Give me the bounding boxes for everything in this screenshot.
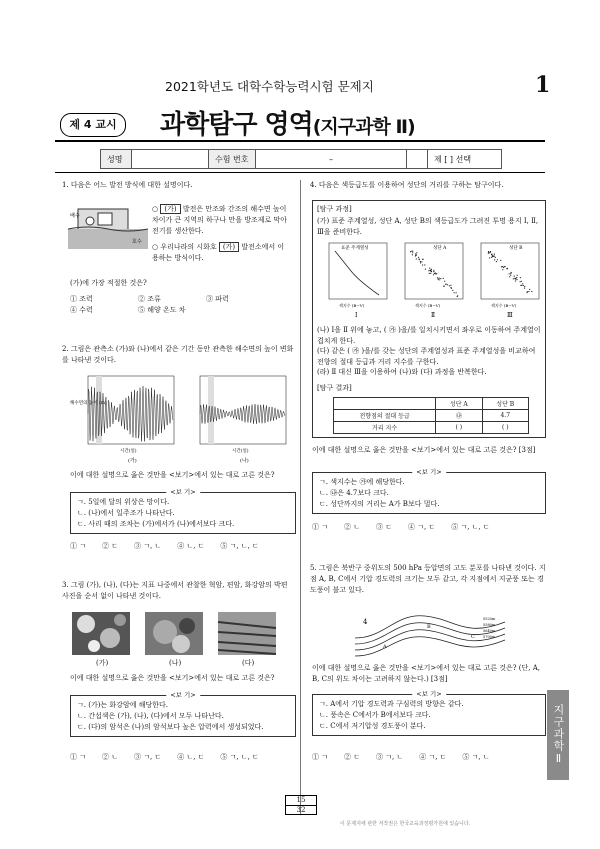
bogi-title: <보 기> <box>166 690 200 699</box>
q1-diagram-label: 호수 <box>132 239 142 245</box>
scatter-point <box>511 272 512 273</box>
q4-process-box <box>312 200 546 438</box>
scatter-point <box>514 276 515 277</box>
scatter-point <box>510 275 511 276</box>
choice[interactable]: ② ㄷ <box>344 753 360 761</box>
q4-step: (가) 표준 주계열성, 성단 A, 성단 B의 색등급도가 그려진 투명 용지 Ⅰ, Ⅱ, Ⅲ을 준비한다. <box>317 217 539 236</box>
table-cell: 성단 A <box>436 398 482 410</box>
choice[interactable]: ③ ㄱ, ㄴ <box>376 753 404 761</box>
choice[interactable]: ③ ㄷ <box>376 523 392 531</box>
q4-stem: 4. 다음은 색등급도를 이용하여 성단의 거리를 구하는 탐구이다. <box>310 181 504 189</box>
scatter-point <box>443 278 444 279</box>
scatter-point <box>505 266 506 267</box>
choice[interactable]: ⑤ ㄱ, ㄴ, ㄷ <box>451 523 490 531</box>
choice[interactable]: ④ ㄴ, ㄷ <box>177 542 205 550</box>
id-dash: – <box>329 154 333 164</box>
table-cell: 4.7 <box>482 410 529 422</box>
scatter-point <box>516 277 517 278</box>
scatter-point <box>444 281 445 282</box>
q4-xlabel: 색지수 (B−V) <box>491 303 517 308</box>
subject-sub: (지구과학 Ⅱ) <box>312 116 415 138</box>
table-cell: ㉯ <box>436 410 482 422</box>
choice[interactable]: ③ ㄱ, ㄴ <box>134 542 162 550</box>
scatter-point <box>494 259 495 260</box>
scatter-point <box>431 271 432 272</box>
q4-cmd-charts <box>317 241 541 323</box>
scatter-point <box>447 284 448 285</box>
q2-bogi-box <box>70 488 296 534</box>
q2-caption-a: (가) <box>128 458 137 464</box>
bogi-item: ㄱ. 5일에 달의 위상은 망이다. <box>77 498 170 506</box>
scatter-point <box>456 292 457 293</box>
q3-caption: (나) <box>169 659 182 667</box>
scatter-point <box>416 252 417 253</box>
q4-chart-roman: Ⅲ <box>507 312 513 319</box>
subject-title <box>160 104 415 141</box>
scatter-point <box>491 257 492 258</box>
subject-main: 과학탐구 영역 <box>160 110 313 140</box>
q4-chart-title: 성단 B <box>509 246 523 251</box>
subject-side-tab: 지구과학Ⅱ <box>547 690 569 780</box>
choice[interactable]: ⑤ ㄱ, ㄴ <box>462 753 490 761</box>
q5-contour-label: 5700m <box>483 635 496 639</box>
table-cell: ( ) <box>482 422 529 434</box>
scatter-point <box>494 254 495 255</box>
scatter-point <box>446 284 447 285</box>
table-cell: ( ) <box>436 422 482 434</box>
q2-chart-b <box>200 376 286 464</box>
scatter-point <box>450 285 451 286</box>
scatter-point <box>522 283 523 284</box>
scatter-point <box>531 291 532 292</box>
bogi-item: ㄴ. ㉯은 4.7보다 크다. <box>319 489 389 497</box>
scatter-point <box>434 273 435 274</box>
table-cell <box>334 398 436 410</box>
q5-contour-label: 5640m <box>483 629 496 633</box>
table-cell: 전향점의 절대 등급 <box>334 410 436 422</box>
bogi-item: ㄱ. A에서 기압 경도력과 구심력의 방향은 같다. <box>319 700 464 708</box>
scatter-point <box>509 273 510 274</box>
q3-photo-b <box>145 612 203 655</box>
q4-chart-roman: Ⅱ <box>431 312 436 319</box>
scatter-point <box>523 285 524 286</box>
scatter-point <box>528 291 529 292</box>
choice[interactable]: ⑤ ㄱ, ㄴ, ㄷ <box>220 542 259 550</box>
north-marker: 4 <box>363 618 368 626</box>
scatter-point <box>496 261 497 262</box>
q4-step: (나) Ⅰ을 Ⅱ 위에 놓고, ( ㉮ )을/를 일치시키면서 좌우로 이동하여 주계열이 겹치게 한다. <box>317 326 541 345</box>
scatter-point <box>433 270 434 271</box>
bogi-item: ㄱ. (가)는 화강암에 해당한다. <box>77 701 168 709</box>
scatter-point <box>416 258 417 259</box>
q3-caption: (다) <box>242 659 255 667</box>
scatter-point <box>421 261 422 262</box>
scatter-point <box>428 270 429 271</box>
q3-photo-c <box>218 612 276 655</box>
scatter-point <box>515 280 516 281</box>
q1-blank-box: (가) <box>219 242 239 252</box>
scatter-point <box>516 279 517 280</box>
scatter-point <box>418 257 419 258</box>
copyright-note: 이 문제지에 관한 저작권은 한국교육과정평가원에 있습니다. <box>340 821 471 827</box>
scatter-point <box>500 260 501 261</box>
id-field[interactable] <box>256 150 407 168</box>
q3-bogi-box <box>70 691 296 737</box>
scatter-point <box>440 278 441 279</box>
q1-bullet-1: ○ (가) 발전은 만조와 간조의 해수면 높이 차이가 큰 지역의 하구나 만을 방조제로 막아 전기를 생산한다. <box>152 205 288 235</box>
scatter-point <box>454 292 455 293</box>
scatter-point <box>524 288 525 289</box>
choice[interactable]: ② ㄴ <box>344 523 360 531</box>
q1-stem: 1. 다음은 어느 발전 방식에 대한 설명이다. <box>62 181 193 189</box>
q5-point-label: C <box>471 634 475 640</box>
scatter-point <box>501 266 502 267</box>
choice[interactable]: ④ 수력 <box>70 305 93 314</box>
q2-question: 이에 대한 설명으로 옳은 것만을 <보기>에서 있는 대로 고른 것은? <box>70 471 275 479</box>
q4-step: (다) 같은 ( ㉮ )을/를 갖는 성단의 주계열성과 표준 주계열성을 비교하여 전향의 절대 등급과 거리 지수를 구한다. <box>317 347 536 366</box>
scatter-point <box>435 273 436 274</box>
q5-contour-label: 5580m <box>483 623 496 627</box>
bogi-item: ㄴ. (나)에서 일주조가 나타난다. <box>77 509 175 517</box>
q2-sea-level-charts <box>70 374 300 466</box>
scatter-point <box>431 269 432 270</box>
table-cell: 성단 B <box>482 398 529 410</box>
scatter-point <box>412 251 413 252</box>
scatter-point <box>488 252 489 253</box>
scatter-point <box>492 255 493 256</box>
scatter-point <box>521 281 522 282</box>
q4-chart-roman: Ⅰ <box>355 312 358 319</box>
scatter-point <box>513 278 514 279</box>
scatter-point <box>444 286 445 287</box>
q3-choices <box>70 752 259 762</box>
q1-tidal-diagram <box>68 199 148 249</box>
q5-point-label: A <box>383 644 387 650</box>
scatter-point <box>457 296 458 297</box>
scatter-point <box>412 254 413 255</box>
scatter-point <box>412 252 413 253</box>
scatter-point <box>520 277 521 278</box>
q4-step: (라) Ⅱ 대신 Ⅲ을 이용하여 (나)와 (다) 과정을 반복한다. <box>317 368 487 376</box>
footer-page: 15 <box>296 796 306 804</box>
scatter-point <box>503 267 504 268</box>
scatter-point <box>489 257 490 258</box>
q2-chart-a <box>70 376 174 464</box>
q4-chart-title: 성단 A <box>433 246 447 251</box>
scatter-point <box>452 290 453 291</box>
q2-stem: 2. 그림은 관측소 (가)와 (나)에서 같은 기간 동안 관측한 해수면의 높이 변화를 나타낸 것이다. <box>62 345 294 364</box>
q2-ylabel: 해수면의 높이 (m) <box>70 401 107 406</box>
q1-blank-box: (가) <box>160 204 180 214</box>
session-badge: 제 4 교시 <box>60 113 126 137</box>
choice[interactable]: ② ㄴ <box>102 753 118 761</box>
q4-xlabel: 색지수 (B−V) <box>415 303 441 308</box>
scatter-point <box>424 264 425 265</box>
choice[interactable]: ④ ㄱ, ㄷ <box>419 753 447 761</box>
scatter-point <box>507 268 508 269</box>
scatter-point <box>521 285 522 286</box>
choice[interactable]: ⑤ 해양 온도 차 <box>138 305 186 314</box>
scatter-point <box>449 285 450 286</box>
spacer-cell <box>407 150 428 168</box>
q1-choices <box>70 294 270 316</box>
scatter-point <box>517 275 518 276</box>
q4-bogi-box <box>312 468 546 514</box>
bogi-title: <보 기> <box>166 487 200 496</box>
student-info-bar <box>100 149 502 169</box>
info-rule <box>55 172 545 173</box>
scatter-point <box>520 281 521 282</box>
q3-caption: (가) <box>96 659 109 667</box>
q2-choices <box>70 541 259 551</box>
scatter-point <box>415 255 416 256</box>
scatter-point <box>423 259 424 260</box>
exam-title: 2021학년도 대학수학능력시험 문제지 <box>165 79 374 94</box>
name-label: 성명 <box>101 150 132 168</box>
bogi-item: ㄷ. 사리 때의 조차는 (가)에서가 (나)에서보다 크다. <box>77 520 235 528</box>
scatter-point <box>494 256 495 257</box>
page-number: 1 <box>535 72 551 98</box>
column-divider <box>300 180 301 815</box>
q2-caption-b: (나) <box>240 458 249 464</box>
scatter-point <box>433 271 434 272</box>
scatter-point <box>439 278 440 279</box>
footer-total: 32 <box>286 805 316 815</box>
choice[interactable]: ③ 파력 <box>206 295 229 303</box>
q5-contour-map <box>355 608 515 658</box>
scatter-point <box>439 279 440 280</box>
q4-result-table <box>333 397 529 434</box>
footer-page-box <box>285 795 317 815</box>
scatter-point <box>420 262 421 263</box>
q4-choices <box>312 522 490 532</box>
q4-question: 이에 대한 설명으로 옳은 것만을 <보기>에서 있는 대로 고른 것은? [3점] <box>312 446 536 454</box>
q1-bullet-2: ○ 우리나라의 시화호 (가) 발전소에서 이용하는 방식이다. <box>152 243 285 262</box>
scatter-point <box>491 254 492 255</box>
bogi-item: ㄷ. (다)의 암석은 (나)의 암석보다 높은 압력에서 생성되었다. <box>77 723 264 731</box>
choice[interactable]: ① 조력 <box>70 295 93 303</box>
q5-bogi-box <box>312 690 546 736</box>
scatter-point <box>450 287 451 288</box>
q5-contour-label: 5520m <box>483 617 496 621</box>
q5-question: 이에 대한 설명으로 옳은 것만을 <보기>에서 있는 대로 고른 것은? (단, A, B, C의 위도 차이는 고려하지 않는다.) [3점] <box>312 664 541 683</box>
q4-chart-2 <box>405 243 463 319</box>
q4-chart-title: 표준 주계열성 <box>341 246 369 251</box>
q5-choices <box>312 752 490 762</box>
scatter-point <box>422 264 423 265</box>
choice[interactable]: ④ ㄴ, ㄷ <box>177 753 205 761</box>
q3-photo-a <box>72 612 130 655</box>
scatter-point <box>433 274 434 275</box>
scatter-point <box>529 289 530 290</box>
table-cell: 거리 지수 <box>334 422 436 434</box>
choice[interactable]: ① ㄱ <box>70 753 86 761</box>
choice[interactable]: ⑤ ㄱ, ㄴ, ㄷ <box>220 753 259 761</box>
scatter-point <box>429 273 430 274</box>
q4-result-title: [탐구 결과] <box>317 384 352 392</box>
name-field[interactable] <box>132 150 209 168</box>
scatter-point <box>490 252 491 253</box>
scatter-point <box>497 259 498 260</box>
scatter-point <box>438 279 439 280</box>
scatter-point <box>488 251 489 252</box>
bogi-item: ㄴ. 풍속은 C에서가 B에서보다 크다. <box>319 711 431 719</box>
q1-diagram-label: 배수 <box>70 213 80 219</box>
scatter-point <box>509 276 510 277</box>
q3-stem: 3. 그림 (가), (나), (다)는 지표 나중에서 관찰한 혁암, 편암, 화강암의 박편 사진을 순서 없이 나타낸 것이다. <box>62 581 288 600</box>
q3-question: 이에 대한 설명으로 옳은 것만을 <보기>에서 있는 대로 고른 것은? <box>70 674 275 682</box>
choice[interactable]: ③ ㄱ, ㄷ <box>134 753 162 761</box>
choice[interactable]: ① ㄱ <box>70 542 86 550</box>
scatter-point <box>410 251 411 252</box>
q2-xlabel: 시간(일) <box>232 449 249 454</box>
scatter-point <box>515 278 516 279</box>
scatter-point <box>437 277 438 278</box>
bogi-item: ㄱ. 색지수는 ㉮에 해당한다. <box>319 478 405 486</box>
scatter-point <box>420 261 421 262</box>
scatter-point <box>425 269 426 270</box>
bogi-title: <보 기> <box>412 467 446 476</box>
choice[interactable]: ② 조류 <box>138 295 161 303</box>
q2-xlabel: 시간(일) <box>120 449 137 454</box>
bogi-item: ㄷ. C에서 저기압성 경도풍이 분다. <box>319 722 426 730</box>
q5-stem: 5. 그림은 북반구 중위도의 500 hPa 등압면의 고도 분포를 나타낸 것이다. 지점 A, B, C에서 기압 경도력의 크기는 모두 같고, 각 지점에서 지균풍 또는 경도풍이 불고 있다. <box>310 564 546 594</box>
q4-process-title: [탐구 과정] <box>317 205 352 213</box>
choice[interactable]: ④ ㄱ, ㄷ <box>408 523 436 531</box>
scatter-point <box>524 286 525 287</box>
choice[interactable]: ① ㄱ <box>312 523 328 531</box>
q1-question: (가)에 가장 적절한 것은? <box>70 279 147 287</box>
scatter-point <box>415 253 416 254</box>
bogi-item: ㄴ. 간섭색은 (가), (나), (다)에서 모두 나타난다. <box>77 712 224 720</box>
scatter-point <box>527 292 528 293</box>
scatter-point <box>430 270 431 271</box>
q4-xlabel: 색지수 (B−V) <box>339 303 365 308</box>
scatter-point <box>495 257 496 258</box>
header-rule <box>55 140 545 142</box>
select-label: 제 [ ] 선택 <box>434 154 472 164</box>
scatter-point <box>430 273 431 274</box>
q4-chart-3 <box>481 243 539 319</box>
bogi-title: <보 기> <box>412 689 446 698</box>
scatter-point <box>429 268 430 269</box>
id-label: 수험 번호 <box>209 150 256 168</box>
choice[interactable]: ① ㄱ <box>312 753 328 761</box>
bogi-item: ㄷ. 성단까지의 거리는 A가 B보다 멀다. <box>319 500 440 508</box>
q4-chart-1 <box>329 243 387 319</box>
scatter-point <box>502 269 503 270</box>
q5-point-label: B <box>427 624 431 630</box>
choice[interactable]: ② ㄷ <box>102 542 118 550</box>
scatter-point <box>419 258 420 259</box>
